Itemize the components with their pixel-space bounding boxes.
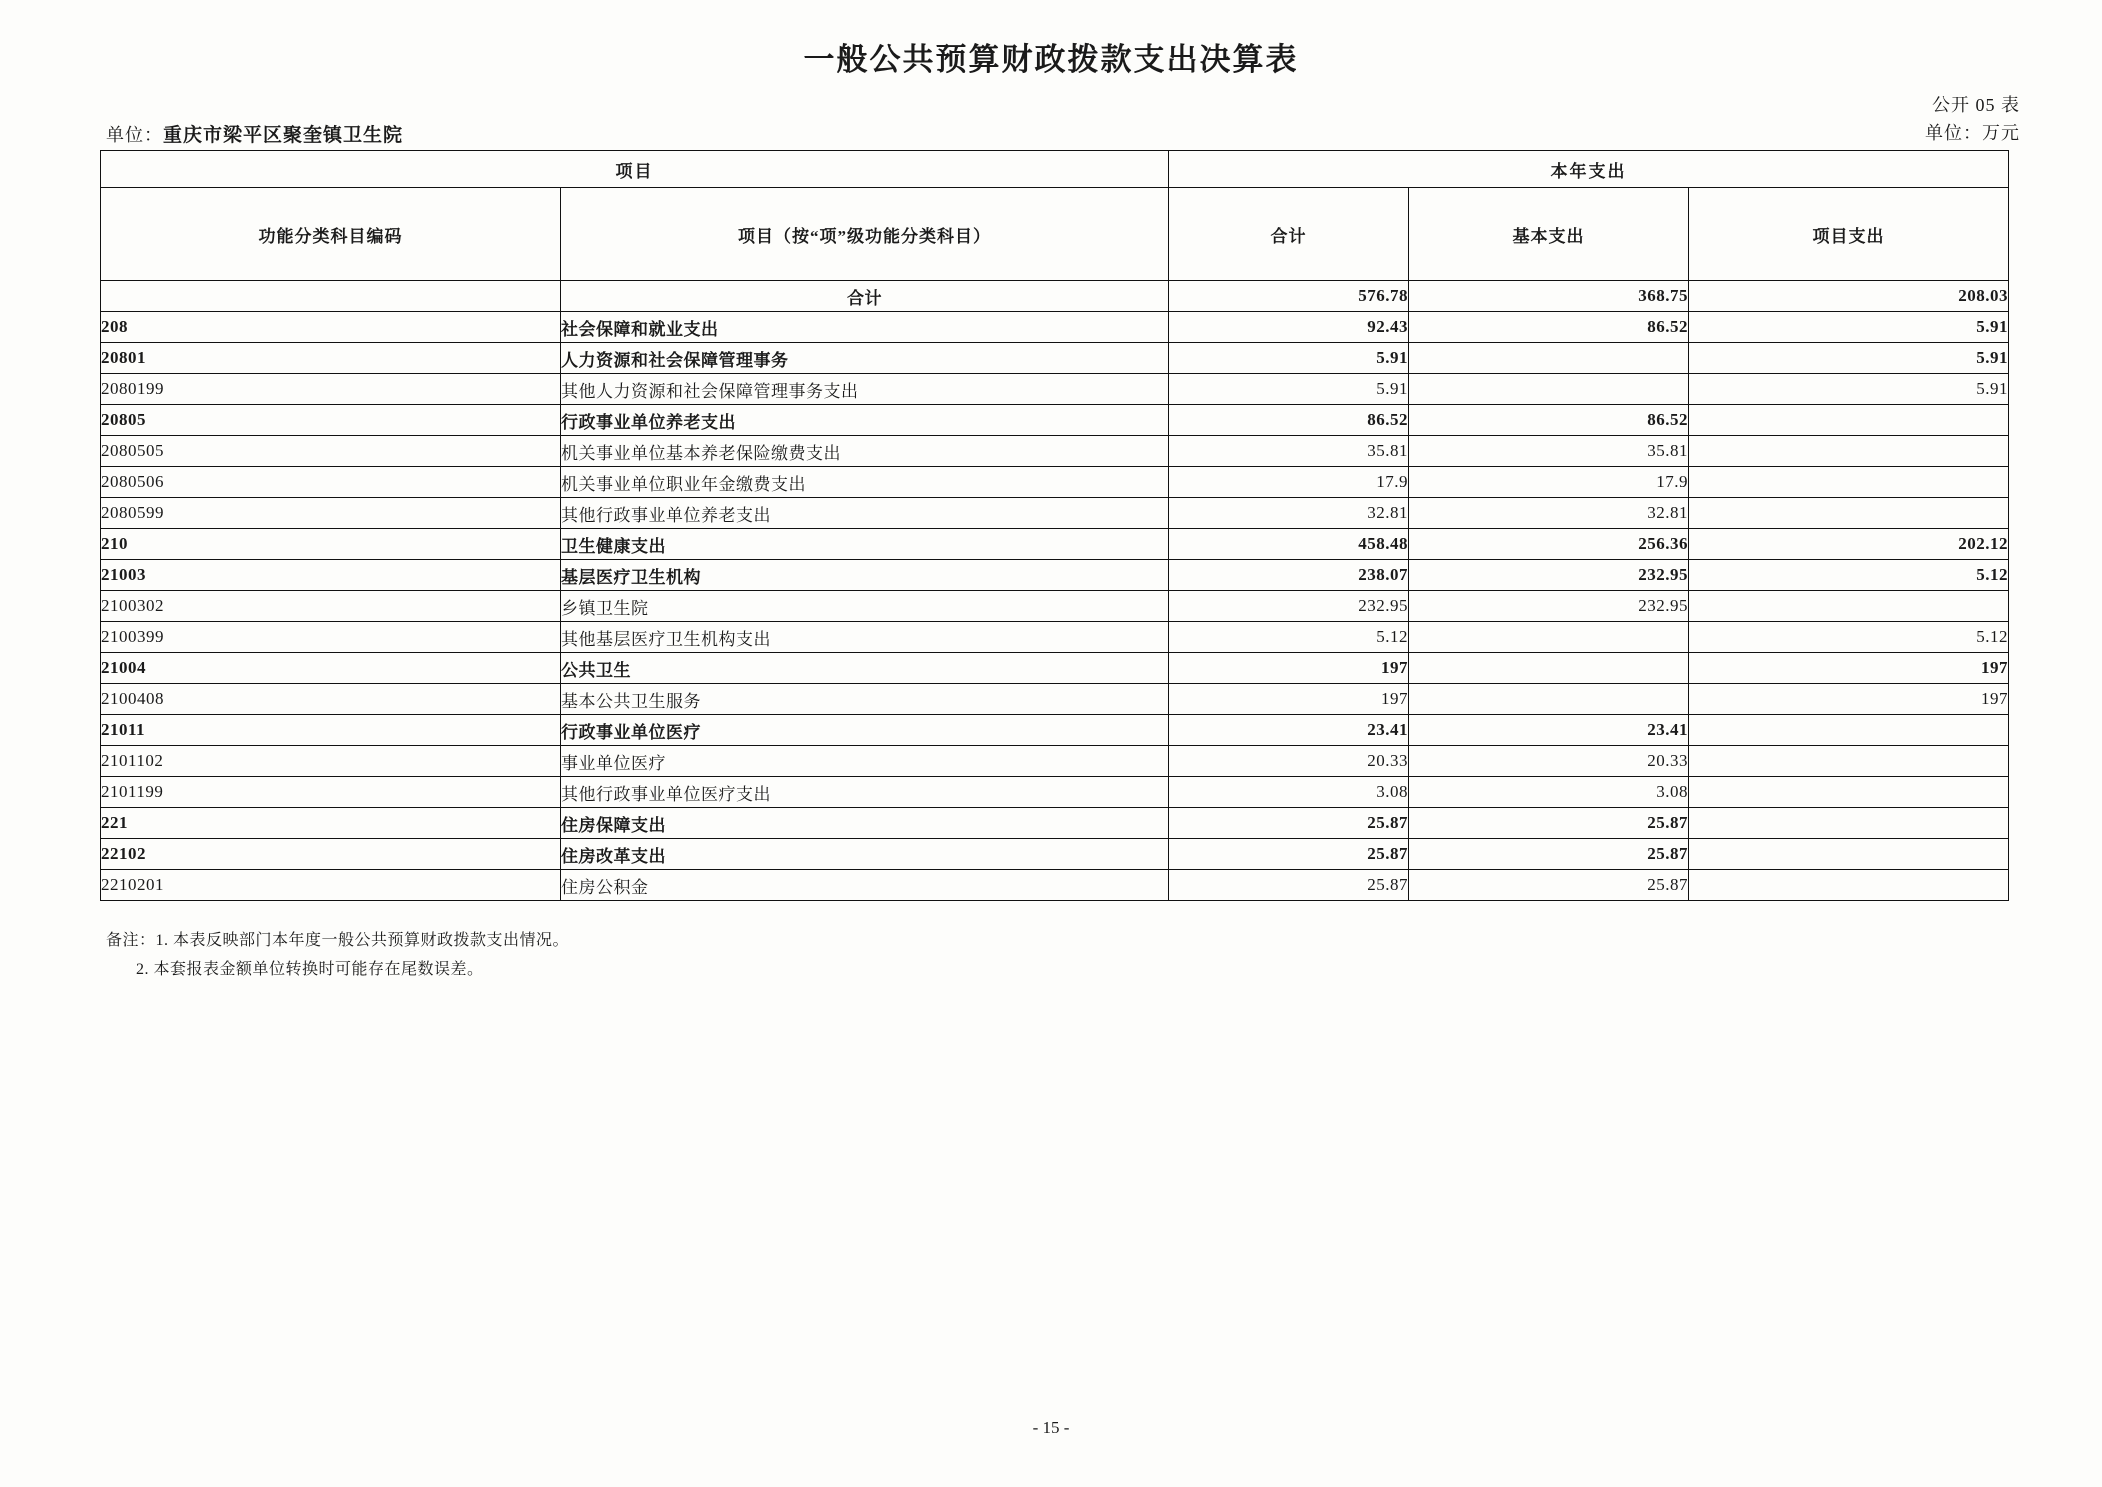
budget-table-body	[101, 281, 2009, 901]
table-row	[101, 591, 2009, 622]
cell-basic: 17.9	[1409, 467, 1689, 498]
form-number: 公开 05 表	[1932, 95, 2020, 115]
cell-code: 21003	[101, 560, 561, 591]
cell-code: 2080506	[101, 467, 561, 498]
table-row	[101, 467, 2009, 498]
cell-project	[1689, 715, 2009, 746]
cell-item: 住房保障支出	[561, 808, 1169, 839]
cell-total: 92.43	[1169, 312, 1409, 343]
cell-code: 22102	[101, 839, 561, 870]
unit-name: 重庆市梁平区聚奎镇卫生院	[163, 125, 404, 146]
cell-code: 208	[101, 312, 561, 343]
cell-project: 208.03	[1689, 281, 2009, 312]
cell-code: 21011	[101, 715, 561, 746]
cell-project: 5.91	[1689, 374, 2009, 405]
cell-code: 221	[101, 808, 561, 839]
table-row	[101, 312, 2009, 343]
cell-code: 2210201	[101, 870, 561, 901]
table-row	[101, 436, 2009, 467]
cell-basic: 25.87	[1409, 839, 1689, 870]
table-row	[101, 870, 2009, 901]
unit-line	[106, 120, 403, 147]
cell-code: 2080199	[101, 374, 561, 405]
cell-code: 2100408	[101, 684, 561, 715]
cell-project: 5.91	[1689, 312, 2009, 343]
cell-total: 232.95	[1169, 591, 1409, 622]
cell-total: 197	[1169, 684, 1409, 715]
cell-total: 86.52	[1169, 405, 1409, 436]
cell-total: 25.87	[1169, 808, 1409, 839]
cell-project	[1689, 777, 2009, 808]
table-row	[101, 529, 2009, 560]
cell-basic: 86.52	[1409, 312, 1689, 343]
cell-item: 其他人力资源和社会保障管理事务支出	[561, 374, 1169, 405]
cell-item: 住房公积金	[561, 870, 1169, 901]
cell-code	[101, 281, 561, 312]
table-row	[101, 746, 2009, 777]
note-line-1: 备注：1. 本表反映部门本年度一般公共预算财政拨款支出情况。	[106, 932, 570, 949]
cell-total: 5.91	[1169, 343, 1409, 374]
cell-item: 行政事业单位医疗	[561, 715, 1169, 746]
cell-basic	[1409, 374, 1689, 405]
cell-project: 202.12	[1689, 529, 2009, 560]
table-row	[101, 653, 2009, 684]
cell-item: 合计	[561, 281, 1169, 312]
header-col-total: 合计	[1169, 188, 1409, 281]
form-meta	[1925, 92, 2020, 148]
table-row	[101, 343, 2009, 374]
cell-total: 576.78	[1169, 281, 1409, 312]
table-row	[101, 715, 2009, 746]
cell-project: 5.91	[1689, 343, 2009, 374]
cell-basic: 25.87	[1409, 870, 1689, 901]
table-row	[101, 405, 2009, 436]
cell-total: 5.91	[1169, 374, 1409, 405]
table-row	[101, 777, 2009, 808]
table-row	[101, 374, 2009, 405]
cell-code: 2101199	[101, 777, 561, 808]
amount-unit: 单位：万元	[1925, 122, 2020, 143]
cell-item: 乡镇卫生院	[561, 591, 1169, 622]
cell-code: 2100399	[101, 622, 561, 653]
cell-project: 197	[1689, 684, 2009, 715]
cell-basic: 368.75	[1409, 281, 1689, 312]
cell-project	[1689, 870, 2009, 901]
header-group-expenditure: 本年支出	[1169, 151, 2009, 188]
cell-total: 17.9	[1169, 467, 1409, 498]
cell-project: 5.12	[1689, 560, 2009, 591]
cell-code: 20801	[101, 343, 561, 374]
cell-item: 其他行政事业单位养老支出	[561, 498, 1169, 529]
cell-code: 2100302	[101, 591, 561, 622]
cell-project: 197	[1689, 653, 2009, 684]
cell-basic: 23.41	[1409, 715, 1689, 746]
cell-total: 25.87	[1169, 839, 1409, 870]
cell-code: 210	[101, 529, 561, 560]
cell-code: 2080505	[101, 436, 561, 467]
cell-project	[1689, 498, 2009, 529]
header-col-basic: 基本支出	[1409, 188, 1689, 281]
cell-basic: 32.81	[1409, 498, 1689, 529]
cell-basic: 20.33	[1409, 746, 1689, 777]
table-row	[101, 498, 2009, 529]
cell-item: 社会保障和就业支出	[561, 312, 1169, 343]
table-notes	[106, 927, 569, 985]
cell-total: 5.12	[1169, 622, 1409, 653]
cell-total: 23.41	[1169, 715, 1409, 746]
cell-total: 197	[1169, 653, 1409, 684]
cell-item: 基本公共卫生服务	[561, 684, 1169, 715]
cell-basic: 256.36	[1409, 529, 1689, 560]
cell-total: 3.08	[1169, 777, 1409, 808]
cell-project	[1689, 839, 2009, 870]
page-number: - 15 -	[1032, 1418, 1070, 1437]
cell-basic	[1409, 343, 1689, 374]
cell-item: 卫生健康支出	[561, 529, 1169, 560]
table-row	[101, 839, 2009, 870]
cell-basic: 232.95	[1409, 591, 1689, 622]
cell-item: 机关事业单位职业年金缴费支出	[561, 467, 1169, 498]
header-col-code: 功能分类科目编码	[101, 188, 561, 281]
cell-total: 35.81	[1169, 436, 1409, 467]
cell-basic	[1409, 622, 1689, 653]
cell-total: 458.48	[1169, 529, 1409, 560]
note-line-2: 2. 本套报表金额单位转换时可能存在尾数误差。	[136, 960, 484, 978]
table-row	[101, 560, 2009, 591]
cell-basic	[1409, 684, 1689, 715]
cell-basic: 35.81	[1409, 436, 1689, 467]
cell-basic	[1409, 653, 1689, 684]
table-row	[101, 281, 2009, 312]
cell-item: 行政事业单位养老支出	[561, 405, 1169, 436]
cell-project	[1689, 467, 2009, 498]
header-group-item: 项目	[101, 151, 1169, 188]
cell-item: 机关事业单位基本养老保险缴费支出	[561, 436, 1169, 467]
cell-basic: 232.95	[1409, 560, 1689, 591]
cell-item: 基层医疗卫生机构	[561, 560, 1169, 591]
unit-label: 单位：	[106, 125, 163, 145]
cell-project	[1689, 591, 2009, 622]
cell-code: 2080599	[101, 498, 561, 529]
cell-project	[1689, 405, 2009, 436]
cell-item: 事业单位医疗	[561, 746, 1169, 777]
cell-total: 25.87	[1169, 870, 1409, 901]
cell-code: 20805	[101, 405, 561, 436]
header-col-item: 项目（按“项”级功能分类科目）	[561, 188, 1169, 281]
cell-total: 32.81	[1169, 498, 1409, 529]
cell-total: 238.07	[1169, 560, 1409, 591]
cell-item: 人力资源和社会保障管理事务	[561, 343, 1169, 374]
table-row	[101, 622, 2009, 653]
cell-item: 其他基层医疗卫生机构支出	[561, 622, 1169, 653]
table-row	[101, 684, 2009, 715]
budget-table	[100, 150, 2009, 901]
cell-basic: 86.52	[1409, 405, 1689, 436]
cell-code: 21004	[101, 653, 561, 684]
cell-basic: 3.08	[1409, 777, 1689, 808]
cell-project: 5.12	[1689, 622, 2009, 653]
cell-project	[1689, 808, 2009, 839]
cell-total: 20.33	[1169, 746, 1409, 777]
page-title: 一般公共预算财政拨款支出决算表	[803, 42, 1299, 78]
cell-project	[1689, 746, 2009, 777]
cell-item: 住房改革支出	[561, 839, 1169, 870]
cell-code: 2101102	[101, 746, 561, 777]
cell-project	[1689, 436, 2009, 467]
table-row	[101, 808, 2009, 839]
cell-basic: 25.87	[1409, 808, 1689, 839]
header-col-project: 项目支出	[1689, 188, 2009, 281]
cell-item: 其他行政事业单位医疗支出	[561, 777, 1169, 808]
cell-item: 公共卫生	[561, 653, 1169, 684]
